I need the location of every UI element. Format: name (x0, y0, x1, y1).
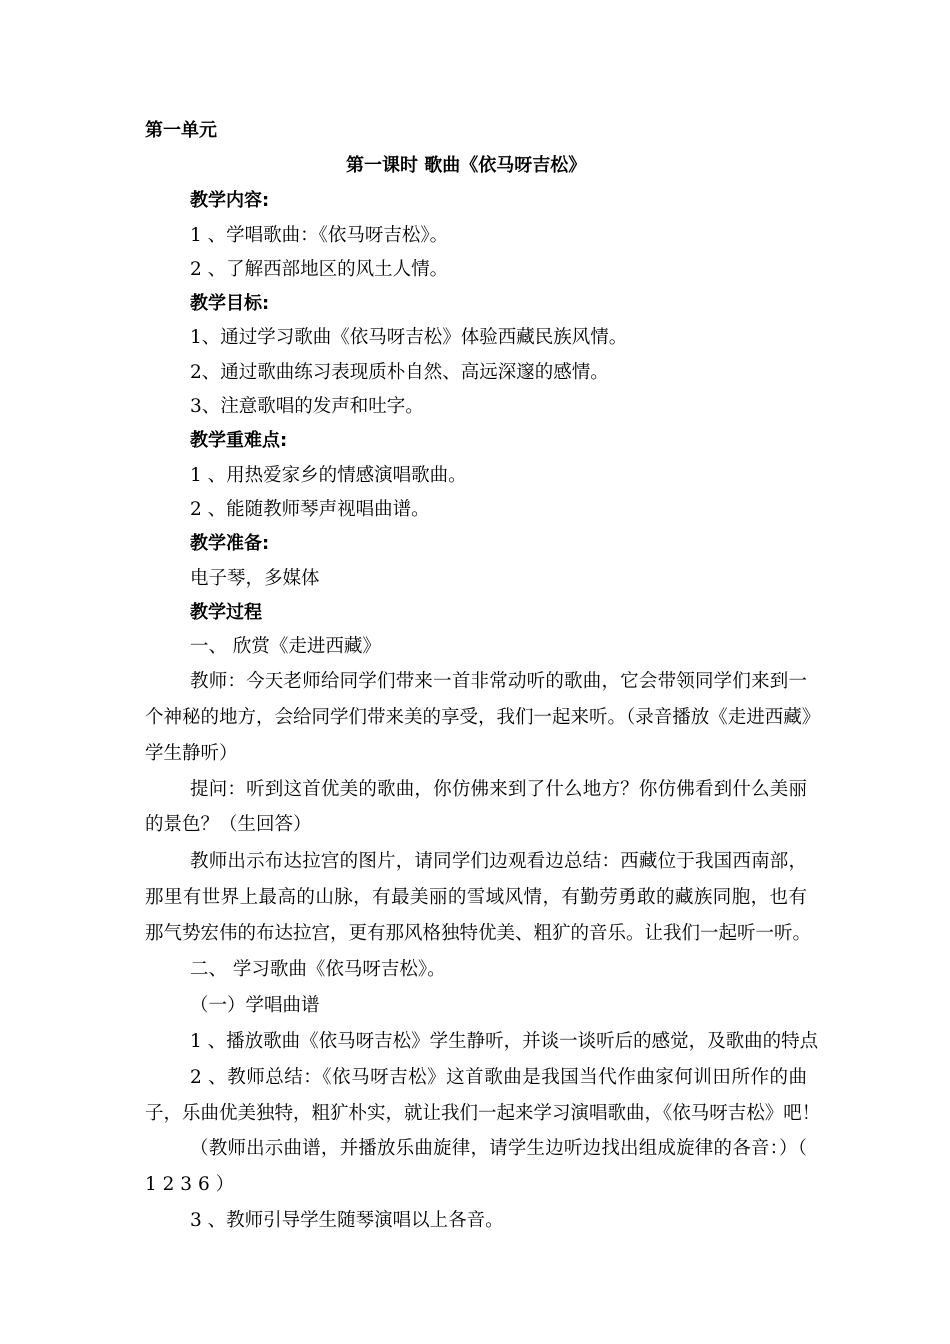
lesson-title: 第一课时 歌曲《依马呀吉松》 (346, 155, 587, 176)
content-item: 2 、了解西部地区的风土人情。 (190, 259, 449, 280)
process-line: 那里有世界上最高的山脉，有最美丽的雪域风情，有勤劳勇敢的藏族同胞，也有 (145, 887, 807, 908)
key-point-item: 1 、用热爱家乡的情感演唱歌曲。 (190, 465, 467, 486)
process-line: 提问：听到这首优美的歌曲，你仿佛来到了什么地方？你仿佛看到什么美丽 (190, 779, 807, 800)
goal-item: 3、注意歌唱的发声和吐字。 (190, 396, 424, 417)
goal-item: 1、通过学习歌曲《依马呀吉松》体验西藏民族风情。 (190, 327, 628, 348)
unit-title: 第一单元 (145, 120, 217, 141)
goals-heading: 教学目标: (190, 293, 270, 314)
process-line: （一）学唱曲谱 (190, 995, 320, 1016)
process-line: 教师：今天老师给同学们带来一首非常动听的歌曲，它会带领同学们来到一 (190, 671, 807, 692)
process-line: 二、 学习歌曲《依马呀吉松》。 (190, 959, 446, 980)
process-line: 1 、播放歌曲《依马呀吉松》学生静听，并谈一谈听后的感觉，及歌曲的特点 (190, 1031, 819, 1052)
process-heading: 教学过程 (190, 602, 262, 623)
preparation-heading: 教学准备: (190, 533, 270, 554)
goal-item: 2、通过歌曲练习表现质朴自然、高远深邃的感情。 (190, 362, 609, 383)
process-line: 2 、教师总结：《依马呀吉松》这首歌曲是我国当代作曲家何训田所作的曲 (190, 1067, 807, 1088)
process-line: 那气势宏伟的布达拉宫，更有那风格独特优美、粗犷的音乐。让我们一起听一听。 (145, 923, 812, 944)
key-point-item: 2 、能随教师琴声视唱曲谱。 (190, 499, 430, 520)
process-line: 个神秘的地方，会给同学们带来美的享受，我们一起来听。（录音播放《走进西藏》 (145, 707, 821, 728)
key-points-heading: 教学重难点: (190, 430, 288, 451)
preparation-text: 电子琴，多媒体 (190, 568, 320, 589)
process-line: 的景色？（生回答） (145, 814, 312, 835)
process-line: 3 、教师引导学生随琴演唱以上各音。 (190, 1210, 504, 1231)
process-line: 一、 欣赏《走进西藏》 (190, 636, 381, 657)
process-line: 教师出示布达拉宫的图片，请同学们边观看边总结：西藏位于我国西南部， (190, 851, 807, 872)
process-line: （教师出示曲谱，并播放乐曲旋律，请学生边听边找出组成旋律的各音：）（ (190, 1138, 807, 1159)
process-line: 1 2 3 6 ） (145, 1174, 235, 1195)
content-heading: 教学内容: (190, 190, 270, 211)
process-line: 学生静听） (145, 743, 238, 764)
content-item: 1 、学唱歌曲：《依马呀吉松》。 (190, 225, 449, 246)
process-line: 子，乐曲优美独特，粗犷朴实，就让我们一起来学习演唱歌曲，《依马呀吉松》吧！ (145, 1103, 821, 1124)
